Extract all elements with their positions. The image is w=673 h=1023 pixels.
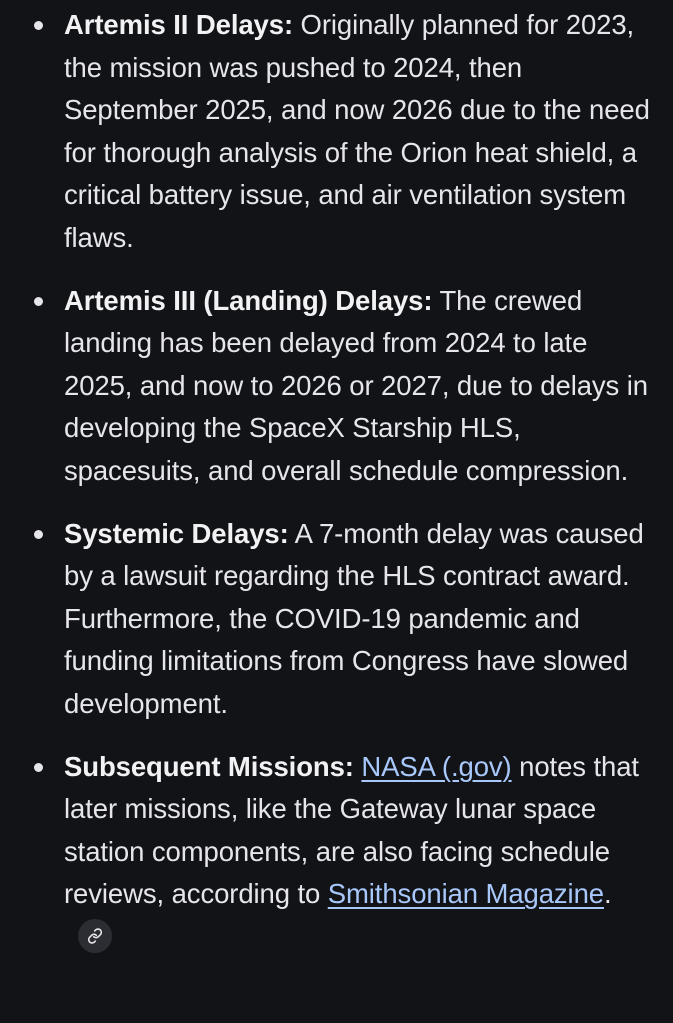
nasa-gov-link[interactable]: NASA (.gov) bbox=[361, 750, 512, 782]
list-item-systemic bbox=[0, 513, 673, 726]
list-item-artemis-ii bbox=[0, 4, 673, 260]
item-heading: Artemis II Delays: bbox=[64, 9, 293, 40]
item-end: . bbox=[603, 878, 612, 910]
item-heading: Systemic Delays: bbox=[64, 517, 289, 549]
item-body: Originally planned for 2023, the mission was pushed to 2024, then September 2025, and now 2026 due to the need for thorough analysis of the Orion heat shield, a critical battery issue, and air ventilation system flaws. bbox=[64, 9, 650, 253]
bullet-dot bbox=[34, 530, 43, 539]
bullet-list bbox=[0, 4, 673, 958]
item-heading: Subsequent Missions: bbox=[64, 750, 354, 782]
item-body: The crewed landing has been delayed from 2024 to late 2025, and now to 2026 or 2027, due to delays in developing the SpaceX Starship HLS, spacesuits, and overall schedule compression. bbox=[64, 284, 648, 486]
list-item-subsequent bbox=[0, 746, 673, 959]
source-link-chip[interactable] bbox=[78, 919, 112, 953]
bullet-dot bbox=[34, 297, 43, 306]
list-item-artemis-iii bbox=[0, 280, 673, 493]
bullet-dot bbox=[34, 21, 43, 30]
item-heading: Artemis III (Landing) Delays: bbox=[64, 284, 433, 316]
item-body: A 7-month delay was caused by a lawsuit regarding the HLS contract award. Furthermore, the COVID-19 pandemic and funding limitations from Congress have slowed development. bbox=[64, 517, 644, 719]
smithsonian-magazine-link[interactable]: Smithsonian Magazine bbox=[327, 878, 604, 910]
link-icon bbox=[87, 928, 103, 944]
bullet-dot bbox=[34, 763, 43, 772]
item-body: notes that later missions, like the Gateway lunar space station components, are also facing schedule reviews, according to bbox=[64, 750, 639, 910]
